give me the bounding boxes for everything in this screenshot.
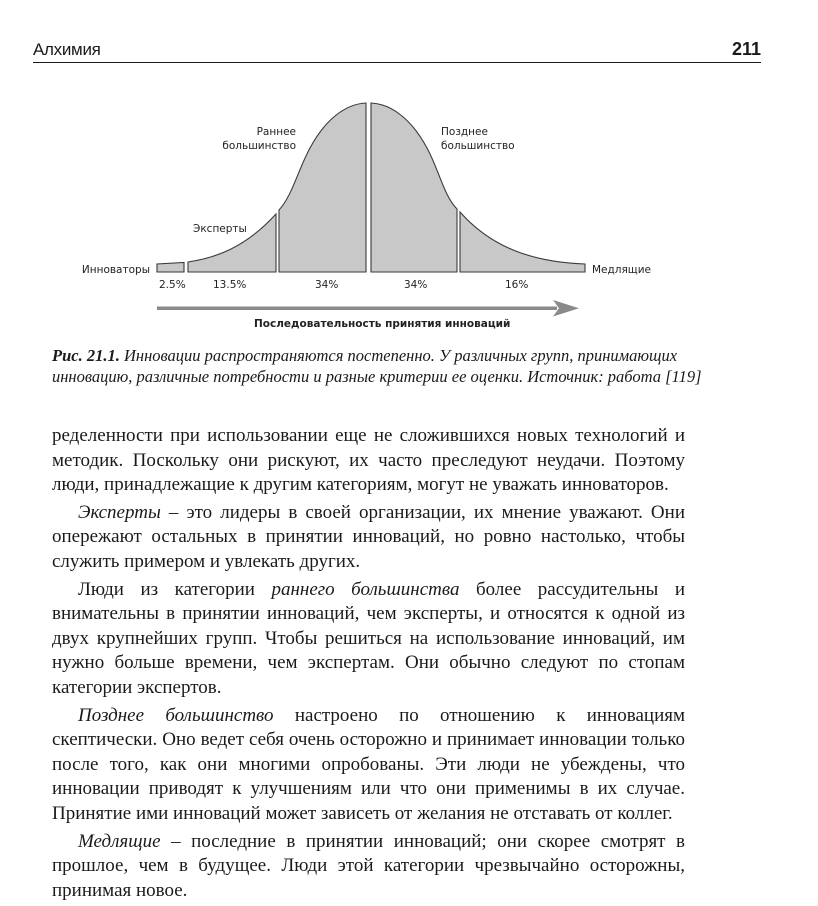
pct-late-majority: 34% xyxy=(404,279,428,291)
diffusion-of-innovations-figure xyxy=(0,80,818,340)
label-late-majority xyxy=(441,125,515,153)
label-late-majority-line1: Позднее xyxy=(441,126,488,138)
label-early-majority-line1: Раннее xyxy=(256,126,296,138)
paragraph-early-majority-text: более рассудительны и внимательны в принятии инноваций, чем эксперты, и относятся к одной из двух крупнейших групп. Чтобы решиться на использование инноваций, им нужно больше времени, чем экспертам. Они обычно следуют по стопам категории экспертов. xyxy=(52,578,685,698)
sequence-arrow-icon xyxy=(157,300,579,317)
pct-experts: 13.5% xyxy=(213,279,247,291)
term-laggards: Медлящие xyxy=(78,830,161,852)
body-text xyxy=(52,424,685,906)
page-number: 211 xyxy=(731,39,761,59)
label-late-majority-line2: большинство xyxy=(441,140,515,152)
figure-caption xyxy=(52,345,752,387)
paragraph-innovators-cont: ределенности при использовании еще не сложившихся новых технологий и методик. Поскольку они рискуют, их часто преследуют неудачи. Поэтому люди, принадлежащие к другим категориям, могут не уважать инноваторов. xyxy=(52,425,685,496)
paragraph-late-majority xyxy=(52,704,685,827)
label-innovators: Инноваторы xyxy=(81,264,150,276)
label-early-majority xyxy=(200,125,296,153)
bell-curve-chart xyxy=(0,80,818,340)
term-early-majority: раннего большинства xyxy=(271,578,460,600)
label-early-majority-line2: большинство xyxy=(222,140,296,152)
running-header xyxy=(33,38,761,63)
paragraph-experts xyxy=(52,501,685,575)
segment-innovators xyxy=(157,263,184,273)
paragraph-late-majority-text: настроено по отношению к инновациям скептически. Оно ведет себя очень осторожно и принимает инновации только после того, как они многими опробованы. Эти люди не убеждены, что инновации приводят к улучшениям или что они применимы в их случае. Принятие ими инноваций может зависеть от желания не отставать от коллег. xyxy=(52,704,685,824)
label-laggards: Медлящие xyxy=(592,264,651,276)
caption-text: Инновации распространяются постепенно. У различных групп, принимающих инновацию, различные потребности и разные критерии ее оценки. Источник: работа [119] xyxy=(52,346,702,386)
paragraph-laggards-text: – последние в принятии инноваций; они скорее смотрят в прошлое, чем в будущее. Люди этой категории чрезвычайно осторожны, принимая новое. xyxy=(52,830,685,901)
label-experts: Эксперты xyxy=(193,223,247,235)
paragraph-laggards xyxy=(52,830,685,904)
term-late-majority: Позднее большинство xyxy=(78,704,274,726)
figure-number: Рис. 21.1. xyxy=(52,346,120,365)
pct-laggards: 16% xyxy=(505,279,529,291)
paragraph-early-majority xyxy=(52,578,685,701)
term-experts: Эксперты xyxy=(78,501,161,523)
chapter-title: Алхимия xyxy=(33,40,101,59)
segment-laggards xyxy=(460,212,585,272)
paragraph-experts-text: – это лидеры в своей организации, их мнение уважают. Они опережают остальных в принятии инноваций, но ровно настолько, чтобы служить примером и увлекать других. xyxy=(52,501,685,572)
pct-early-majority: 34% xyxy=(315,279,339,291)
pct-innovators: 2.5% xyxy=(159,279,186,291)
axis-title: Последовательность принятия инноваций xyxy=(254,318,511,330)
paragraph-early-majority-pre: Люди из категории xyxy=(78,578,272,600)
